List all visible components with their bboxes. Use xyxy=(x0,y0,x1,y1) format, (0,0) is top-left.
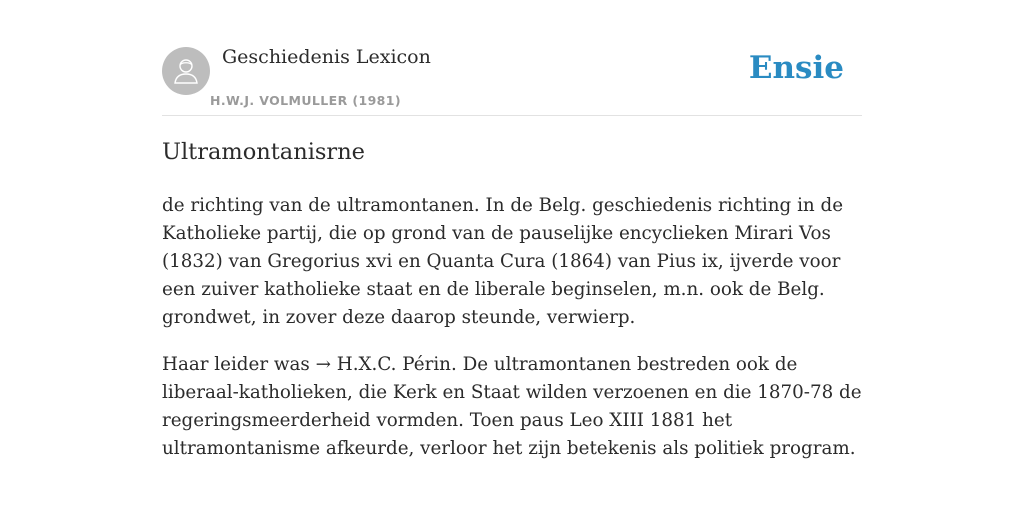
cross-reference-link[interactable]: → H.X.C. Périn xyxy=(315,354,451,375)
paragraph-text: Haar leider was xyxy=(162,354,316,375)
brand-logo[interactable]: Ensie xyxy=(748,50,844,86)
author-avatar[interactable] xyxy=(162,47,210,95)
entry-body xyxy=(162,192,862,482)
entry-paragraph: de richting van de ultramontanen. In de Belg. geschiedenis richting in de Katholieke partij, die op grond van de pauselijke encyclieken Mirari Vos (1832) van Gregorius xvi en Quanta Cura (1864) van Pius ix, ijverde voor een zuiver katholieke staat en de liberale beginselen, m.n. ook de Belg. grondwet, in zover deze daarop steunde, verwierp. xyxy=(162,195,844,328)
source-title[interactable]: Geschiedenis Lexicon xyxy=(222,46,431,68)
person-icon xyxy=(171,56,201,86)
author-name[interactable]: H.W.J. VOLMULLER (1981) xyxy=(210,93,401,108)
source-header xyxy=(162,46,862,116)
entry-paragraph xyxy=(162,351,862,463)
entry-title: Ultramontanisrne xyxy=(162,139,365,165)
paragraph-text: . De ultramontanen bestreden ook de liberaal-katholieken, die Kerk en Staat wilden verzoenen en die 1870-78 de regeringsmeerderheid vormden. Toen paus Leo XIII 1881 het ultramontanisme afkeurde, verloor het zijn betekenis als politiek program. xyxy=(162,354,862,459)
